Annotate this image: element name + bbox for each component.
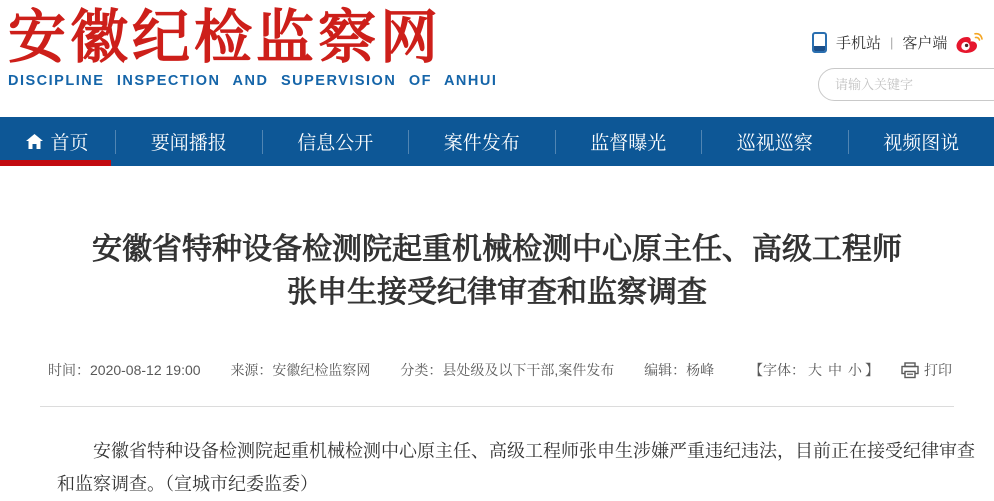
font-size-prefix: 【字体： [749, 362, 805, 378]
nav-item-home[interactable] [0, 117, 115, 166]
nav-item-supervision-exposure[interactable] [556, 117, 702, 166]
print-button[interactable] [901, 360, 952, 380]
search-input[interactable] [818, 68, 994, 101]
meta-editor: 编辑：杨峰 [644, 362, 715, 378]
weibo-icon[interactable] [956, 31, 983, 54]
home-icon [26, 134, 43, 149]
nav-item-video-gallery[interactable] [849, 117, 994, 166]
mobile-site-link[interactable]: 手机站 [836, 35, 882, 52]
nav-item-inspection-tour[interactable] [702, 117, 848, 166]
nav-item-label: 视频图说 [883, 133, 960, 154]
article-title [0, 228, 994, 314]
nav-item-label: 案件发布 [443, 133, 520, 154]
meta-category: 分类：县处级及以下干部,案件发布 [400, 362, 615, 378]
site-header [0, 0, 994, 117]
nav-item-label: 首页 [50, 133, 89, 154]
quick-links-separator: | [890, 35, 894, 50]
main-nav [0, 117, 994, 166]
font-size-medium-button[interactable]: 中 [828, 362, 842, 378]
site-subtitle: DISCIPLINE INSPECTION AND SUPERVISION OF ANHUI [8, 73, 498, 89]
article-meta [0, 360, 994, 380]
font-size-small-button[interactable]: 小 [848, 362, 862, 378]
site-logo[interactable] [8, 4, 497, 89]
nav-item-case-release[interactable] [409, 117, 555, 166]
article-body-paragraph: 安徽省特种设备检测院起重机械检测中心原主任、高级工程师张申生涉嫌严重违纪违法，目前正在接受纪律审查和监察调查。（宣城市纪委监委） [57, 441, 975, 494]
nav-item-label: 监督曝光 [590, 133, 667, 154]
article-meta-right [749, 360, 952, 380]
meta-divider [40, 406, 954, 407]
nav-item-label: 要闻播报 [150, 133, 227, 154]
article-meta-left [48, 360, 740, 380]
meta-time: 时间：2020-08-12 19:00 [48, 362, 201, 378]
mobile-phone-icon [812, 32, 827, 53]
article-title-line1: 安徽省特种设备检测院起重机械检测中心原主任、高级工程师 [92, 233, 902, 266]
font-size-suffix: 】 [865, 362, 879, 378]
printer-icon [901, 362, 919, 379]
font-size-large-button[interactable]: 大 [808, 362, 822, 378]
article-page [0, 166, 994, 501]
article-title-line2: 张申生接受纪律审查和监察调查 [287, 276, 707, 309]
quick-links [812, 31, 983, 54]
site-title: 安徽纪检监察网 [8, 3, 443, 71]
client-app-link[interactable]: 客户端 [902, 35, 948, 52]
nav-item-info-disclosure[interactable] [263, 117, 409, 166]
print-label: 打印 [924, 362, 952, 378]
nav-item-label: 巡视巡察 [736, 133, 813, 154]
nav-item-label: 信息公开 [297, 133, 374, 154]
meta-source: 来源：安徽纪检监察网 [230, 362, 371, 378]
nav-item-news[interactable] [116, 117, 262, 166]
